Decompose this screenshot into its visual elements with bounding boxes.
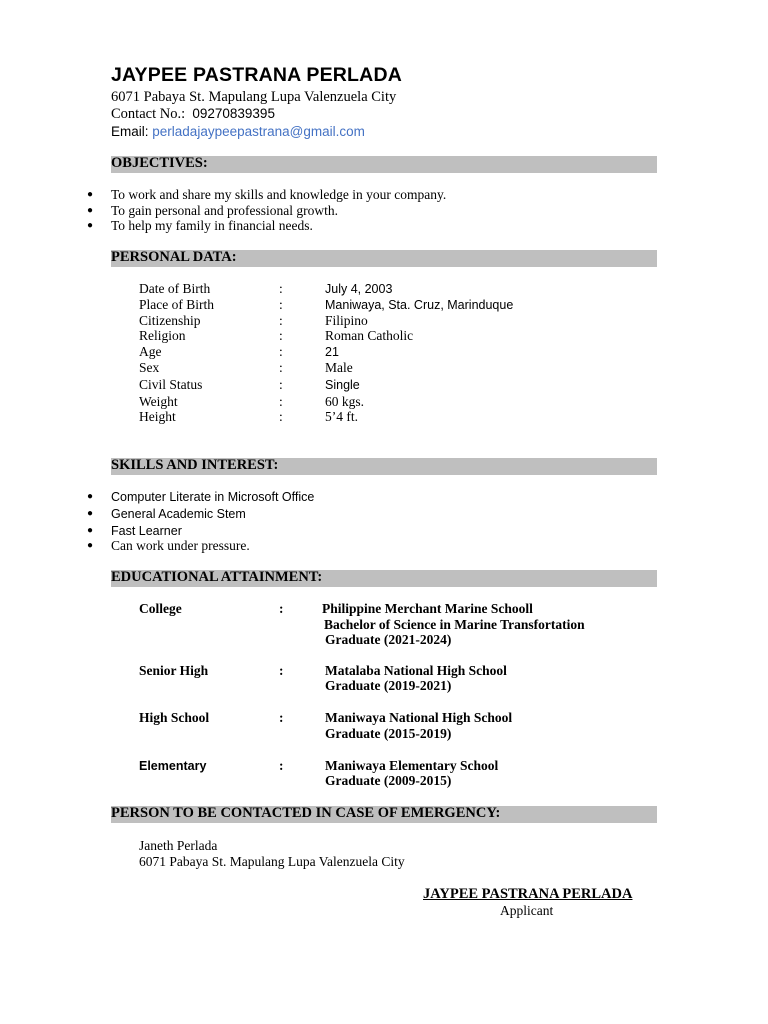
applicant-name-heading: JAYPEE PASTRANA PERLADA: [111, 64, 403, 86]
bullet-icon: ●: [87, 491, 94, 502]
contact-number: 09270839395: [192, 106, 275, 121]
education-colon: :: [279, 710, 284, 725]
skills-section-bar: [111, 458, 657, 475]
graduation-years: Graduate (2021-2024): [325, 632, 452, 647]
skill-item: Fast Learner: [111, 524, 182, 538]
education-colon: :: [279, 601, 284, 616]
personal-label: Sex: [139, 360, 160, 375]
emergency-section-bar: [111, 806, 657, 823]
education-colon: :: [279, 758, 284, 773]
personal-value: Roman Catholic: [325, 328, 414, 343]
education-section-bar: [111, 570, 657, 587]
personal-data-section-bar: [111, 250, 657, 267]
personal-value: 5’4 ft.: [325, 409, 358, 424]
signature-role: Applicant: [500, 903, 554, 918]
education-level-label: High School: [139, 710, 210, 725]
personal-label: Age: [139, 344, 162, 359]
course-name: Bachelor of Science in Marine Transfortation: [324, 617, 585, 632]
personal-label: Religion: [139, 328, 186, 343]
education-colon: :: [279, 663, 284, 678]
school-name: Maniwaya National High School: [325, 710, 513, 725]
objectives-section-bar: [111, 156, 657, 173]
bullet-icon: ●: [87, 508, 94, 519]
school-name: Philippine Merchant Marine Schooll: [322, 601, 533, 616]
skill-item: Computer Literate in Microsoft Office: [111, 490, 315, 504]
signature-name: JAYPEE PASTRANA PERLADA: [423, 886, 633, 902]
personal-label: Place of Birth: [139, 297, 214, 312]
personal-value: Single: [325, 378, 360, 392]
bullet-icon: ●: [87, 189, 94, 200]
personal-value: 60 kgs.: [325, 394, 365, 409]
school-name: Matalaba National High School: [325, 663, 507, 678]
bullet-icon: ●: [87, 205, 94, 216]
graduation-years: Graduate (2019-2021): [325, 678, 452, 693]
personal-colon: :: [279, 344, 283, 359]
personal-colon: :: [279, 297, 283, 312]
emergency-title: PERSON TO BE CONTACTED IN CASE OF EMERGENCY:: [111, 805, 501, 821]
graduation-years: Graduate (2015-2019): [325, 726, 452, 741]
personal-colon: :: [279, 313, 283, 328]
skill-item: Can work under pressure.: [111, 538, 250, 553]
personal-colon: :: [279, 360, 283, 375]
personal-label: Civil Status: [139, 377, 203, 392]
education-title: EDUCATIONAL ATTAINMENT:: [111, 569, 323, 585]
skill-item: General Academic Stem: [111, 507, 246, 521]
bullet-icon: ●: [87, 540, 94, 551]
personal-colon: :: [279, 328, 283, 343]
email-label: Email:: [111, 124, 149, 139]
email-link[interactable]: perladajaypeepastrana@gmail.com: [152, 124, 365, 139]
education-level-label: College: [139, 601, 182, 616]
objective-item: To help my family in financial needs.: [111, 218, 313, 233]
personal-value: Maniwaya, Sta. Cruz, Marinduque: [325, 298, 514, 312]
education-level-label: Senior High: [139, 663, 209, 678]
personal-data-title: PERSONAL DATA:: [111, 249, 237, 265]
education-level-label: Elementary: [139, 759, 207, 773]
personal-label: Citizenship: [139, 313, 201, 328]
home-address: 6071 Pabaya St. Mapulang Lupa Valenzuela City: [111, 89, 397, 105]
contact-label: Contact No.:: [111, 106, 186, 122]
personal-value: Male: [325, 360, 353, 375]
school-name: Maniwaya Elementary School: [325, 758, 499, 773]
personal-colon: :: [279, 409, 283, 424]
skills-title: SKILLS AND INTEREST:: [111, 457, 279, 473]
personal-colon: :: [279, 394, 283, 409]
bullet-icon: ●: [87, 525, 94, 536]
emergency-contact-address: 6071 Pabaya St. Mapulang Lupa Valenzuela City: [139, 854, 405, 869]
personal-label: Weight: [139, 394, 178, 409]
personal-value: Filipino: [325, 313, 368, 328]
personal-value: July 4, 2003: [325, 282, 393, 296]
graduation-years: Graduate (2009-2015): [325, 773, 452, 788]
personal-value: 21: [325, 345, 339, 359]
objective-item: To gain personal and professional growth.: [111, 203, 339, 218]
emergency-contact-name: Janeth Perlada: [139, 838, 218, 853]
personal-label: Date of Birth: [139, 281, 211, 296]
personal-colon: :: [279, 281, 283, 296]
email-line: [111, 124, 365, 139]
personal-label: Height: [139, 409, 176, 424]
contact-number-line: [111, 106, 275, 123]
objectives-title: OBJECTIVES:: [111, 155, 208, 171]
objective-item: To work and share my skills and knowledge in your company.: [111, 187, 447, 202]
personal-colon: :: [279, 377, 283, 392]
bullet-icon: ●: [87, 220, 94, 231]
